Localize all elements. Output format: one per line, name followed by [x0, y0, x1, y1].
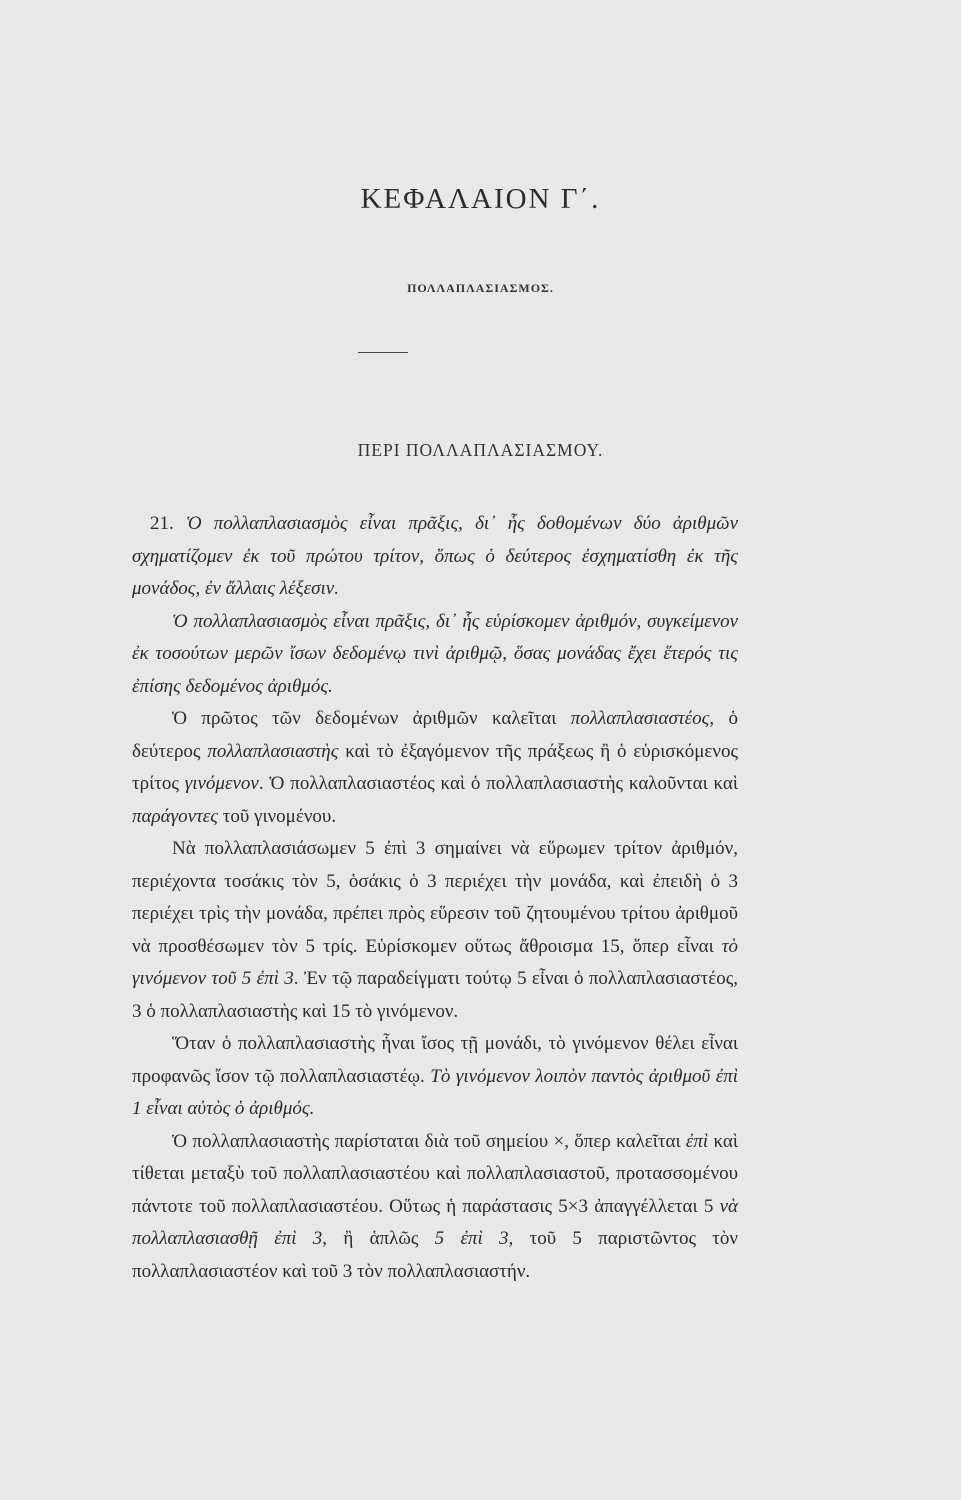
text-run: Νὰ πολλαπλασιάσωμεν 5 ἐπὶ 3 σημαίνει νὰ εὕρωμεν τρίτον ἀριθμόν, περιέχοντα τοσάκις τὸν 5, ὁσάκις ὁ 3 περιέχει τὴν μονάδα, καὶ ἐπειδὴ ὁ 3 περιέχει τρὶς τὴν μονάδα, πρέπει πρὸς εὕρεσιν τοῦ ζητουμένου τρίτου ἀριθμοῦ νὰ προσθέσωμεν τὸν 5 τρίς. Εὑρίσκομεν οὕτως ἄθροισμα 15, ὅπερ εἶναι	[132, 838, 738, 957]
emphasis-rule: Τὸ γινόμενον λοιπὸν παντὸς ἀριθμοῦ ἐπὶ 1 εἶναι αὐτὸς ὁ ἀριθμός.	[132, 1065, 739, 1119]
text-run: καὶ τὸ ἐξαγόμενον τῆς πράξεως ἢ ὁ εὑρισκόμενος τρίτος	[132, 740, 738, 794]
text-run: , τοῦ 5 παριστῶντος τὸν πολλαπλασιαστέον καὶ τοῦ 3 τὸν πολλαπλασιαστήν.	[132, 1228, 738, 1282]
text-run: καὶ τίθεται μεταξὺ τοῦ πολλαπλασιαστέου καὶ πολλαπλασιαστοῦ, προτασσομένου πάντοτε τοῦ πολλαπλασιαστέου. Οὕτως ἡ παράστασις 5×3 ἀπαγγέλλεται 5	[132, 1130, 738, 1217]
text-run: , ὁ δεύτερος	[132, 708, 739, 762]
paragraph-2	[132, 606, 738, 704]
chapter-subtitle: ΠΟΛΛΑΠΛΑΣΙΑΣΜΟΣ.	[407, 281, 554, 295]
paragraph-4	[132, 833, 738, 1028]
text-run: Ὁ πολλαπλασιαστὴς παρίσταται διὰ τοῦ σημείου ×, ὅπερ καλεῖται	[172, 1130, 686, 1152]
term-multiplicand: πολλαπλασιαστέος	[570, 708, 710, 729]
text-run: . Ἐν τῷ παραδείγματι τούτῳ 5 εἶναι ὁ πολλαπλασιαστέος, 3 ὁ πολλαπλασιαστὴς καὶ 15 τὸ γινόμενον.	[132, 968, 738, 1022]
text-run: , ἢ ἁπλῶς	[322, 1228, 435, 1249]
term-product: γινόμενον	[184, 773, 259, 794]
paragraph-3	[132, 703, 738, 833]
paragraph-5	[132, 1028, 738, 1126]
emphasis-product: τὸ γινόμενον τοῦ 5 ἐπὶ 3	[132, 935, 738, 989]
emphasis-short-reading: 5 ἐπὶ 3	[434, 1228, 509, 1249]
term-times: ἐπὶ	[685, 1130, 709, 1152]
divider-rule	[358, 352, 408, 353]
term-multiplier: πολλαπλασιαστὴς	[207, 740, 339, 762]
paragraph-number: 21.	[150, 513, 174, 534]
emphasis-reading: νὰ πολλαπλασιασθῇ ἐπὶ 3	[132, 1195, 738, 1249]
body-text	[132, 508, 738, 1288]
paragraph-1	[132, 508, 738, 606]
text-run: Ὅταν ὁ πολλαπλασιαστὴς ἦναι ἴσος τῇ μονάδι, τὸ γινόμενον θέλει εἶναι προφανῶς ἴσον τῷ πολλαπλασιαστέῳ.	[132, 1033, 738, 1087]
paragraph-6	[132, 1126, 738, 1289]
definition-1: Ὁ πολλαπλασιασμὸς εἶναι πρᾶξις, δι᾽ ἧς δοθομένων δύο ἀριθμῶν σχηματίζομεν ἐκ τοῦ πρώτου τρίτον, ὅπως ὁ δεύτερος ἐσχηματίσθη ἐκ τῆς μονάδος, ἐν ἄλλαις λέξεσιν.	[132, 513, 739, 599]
term-factors: παράγοντες	[132, 805, 219, 827]
definition-2: Ὁ πολλαπλασιασμὸς εἶναι πρᾶξις, δι᾽ ἧς εὑρίσκομεν ἀριθμόν, συγκείμενον ἐκ τοσούτων μερῶν ἴσων δεδομένῳ τινὶ ἀριθμῷ, ὅσας μονάδας ἔχει ἕτερός τις ἐπίσης δεδομένος ἀριθμός.	[132, 610, 738, 697]
text-run: τοῦ γινομένου.	[218, 805, 337, 827]
chapter-heading: ΚΕΦΑΛΑΙΟΝ Γ΄.	[360, 183, 601, 215]
text-run: . Ὁ πολλαπλασιαστέος καὶ ὁ πολλαπλασιαστὴς καλοῦνται καὶ	[258, 773, 738, 794]
section-title: ΠΕΡΙ ΠΟΛΛΑΠΛΑΣΙΑΣΜΟΥ.	[357, 440, 604, 460]
text-run: Ὁ πρῶτος τῶν δεδομένων ἀριθμῶν καλεῖται	[172, 708, 571, 729]
